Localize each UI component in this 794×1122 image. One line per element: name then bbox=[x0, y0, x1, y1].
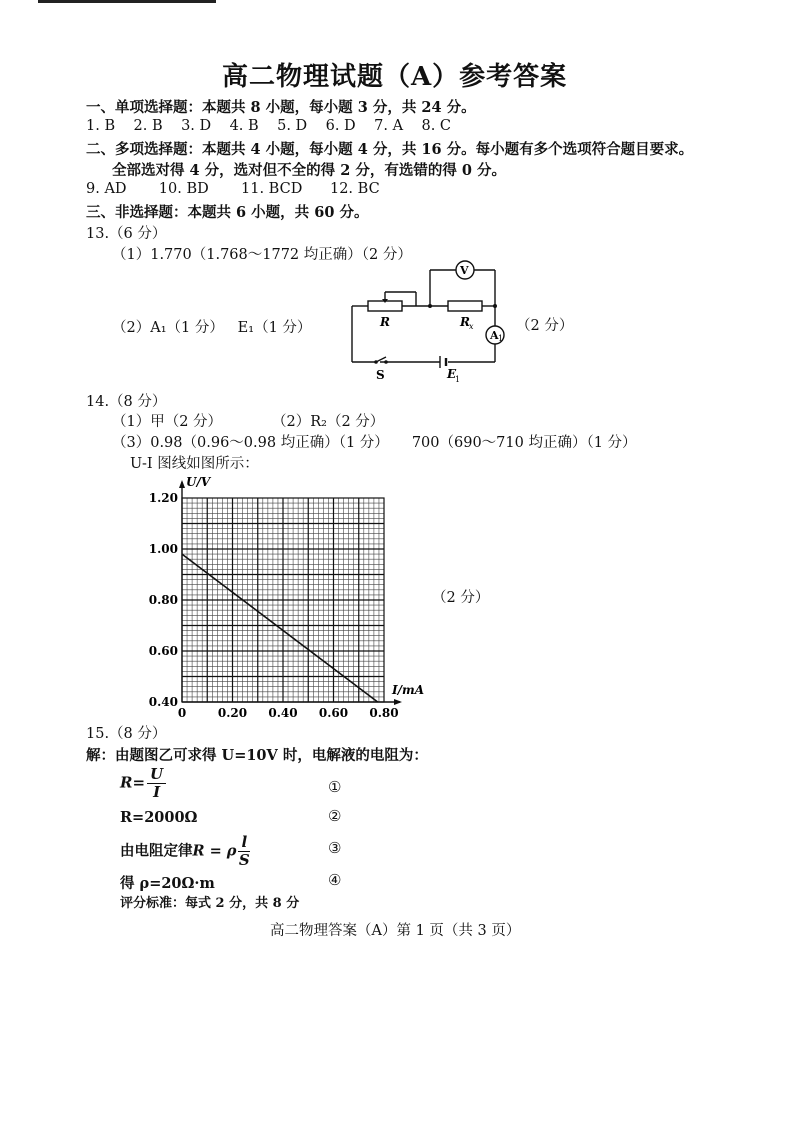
mark-4: ④ bbox=[328, 871, 342, 889]
eq1-fraction bbox=[147, 766, 166, 801]
eq3-fraction bbox=[238, 834, 250, 869]
q13-label: 13.（6 分） bbox=[86, 226, 167, 242]
section2-heading-2: 全部选对得 4 分，选对但不全的得 2 分，有选错的得 0 分。 bbox=[112, 162, 507, 179]
q14-score: （2 分） bbox=[432, 590, 490, 606]
mark-2: ② bbox=[328, 807, 342, 825]
ammeter-label: A bbox=[490, 329, 499, 342]
equation-4: 得 ρ=20Ω·m bbox=[120, 875, 215, 892]
eq3-lhs: R = ρ bbox=[192, 842, 237, 860]
y-tick-label: 0.60 bbox=[148, 644, 178, 658]
rx-label: R bbox=[460, 315, 470, 329]
section2-answers: 9. AD 10. BD 11. BCD 12. BC bbox=[86, 181, 380, 197]
u-i-chart bbox=[140, 470, 440, 725]
mark-1: ① bbox=[328, 778, 342, 796]
section2-heading: 二、多项选择题：本题共 4 小题，每小题 4 分，共 16 分。每小题有多个选项符合题目要求。 bbox=[86, 141, 694, 158]
section1-heading: 一、单项选择题：本题共 8 小题，每小题 3 分，共 24 分。 bbox=[86, 99, 476, 116]
equation-3 bbox=[120, 834, 250, 869]
mark-3: ③ bbox=[328, 839, 342, 857]
scan-edge-bar bbox=[38, 0, 216, 3]
switch-label: S bbox=[376, 368, 385, 382]
y-axis-label: U/V bbox=[186, 475, 211, 489]
x-axis-label: I/mA bbox=[392, 683, 425, 697]
q14-line1b: （2）R₂（2 分） bbox=[272, 414, 385, 430]
rx-sub: x bbox=[469, 322, 474, 331]
equation-1: R= $\frac{U}{I}$ bbox=[120, 766, 166, 801]
q13-line2: （2）A₁（1 分） E₁（1 分） bbox=[112, 320, 312, 336]
y-tick-label: 1.00 bbox=[148, 542, 178, 556]
q13-score: （2 分） bbox=[516, 318, 574, 334]
eq1-denominator: I bbox=[153, 783, 161, 801]
q15-solution: 解：由题图乙可求得 U=10V 时，电解液的电阻为： bbox=[86, 747, 428, 764]
x-tick-label: 0.80 bbox=[369, 706, 399, 720]
page-title: 高二物理试题（A）参考答案 bbox=[222, 62, 568, 92]
battery-label: E bbox=[447, 367, 457, 381]
q13-line1: （1）1.770（1.768～1772 均正确）（2 分） bbox=[112, 247, 412, 263]
page-footer: 高二物理答案（A）第 1 页（共 3 页） bbox=[270, 923, 521, 939]
q14-line2: （3）0.98（0.96～0.98 均正确）（1 分） 700（690～710 均正确）（1 分） bbox=[112, 435, 637, 451]
circuit-diagram bbox=[340, 258, 520, 388]
x-tick-label: 0.60 bbox=[318, 706, 349, 720]
grading-note: 评分标准：每式 2 分，共 8 分 bbox=[120, 896, 300, 911]
rheostat-label: R bbox=[380, 315, 390, 329]
section1-answers: 1. B 2. B 3. D 4. B 5. D 6. D 7. A 8. C bbox=[86, 118, 452, 134]
q14-label: 14.（8 分） bbox=[86, 394, 167, 410]
y-tick-label: 0.40 bbox=[148, 695, 178, 709]
u-i-line bbox=[182, 554, 378, 702]
q14-line1a: （1）甲（2 分） bbox=[112, 414, 223, 430]
section3-heading: 三、非选择题：本题共 6 小题，共 60 分。 bbox=[86, 204, 369, 221]
x-tick-label: 0 bbox=[177, 706, 187, 720]
y-tick-label: 1.20 bbox=[148, 491, 178, 505]
eq3-numerator: l bbox=[238, 834, 250, 852]
equation-2: R=2000Ω bbox=[120, 809, 198, 826]
ammeter-sub: 1 bbox=[498, 334, 504, 343]
battery-sub: 1 bbox=[455, 375, 461, 384]
voltmeter-label: V bbox=[460, 264, 469, 277]
y-axis-arrow-icon bbox=[179, 480, 185, 488]
x-tick-label: 0.20 bbox=[217, 706, 248, 720]
eq3-denominator: S bbox=[238, 851, 250, 869]
q14-line3: U-I 图线如图所示： bbox=[130, 456, 259, 472]
q15-label: 15.（8 分） bbox=[86, 726, 167, 742]
eq1-lhs: R bbox=[120, 773, 133, 792]
x-axis-arrow-icon bbox=[394, 699, 402, 705]
x-tick-label: 0.40 bbox=[268, 706, 298, 720]
eq3-text: 由电阻定律 bbox=[120, 842, 193, 860]
y-tick-label: 0.80 bbox=[148, 593, 178, 607]
eq1-numerator: U bbox=[147, 766, 166, 784]
